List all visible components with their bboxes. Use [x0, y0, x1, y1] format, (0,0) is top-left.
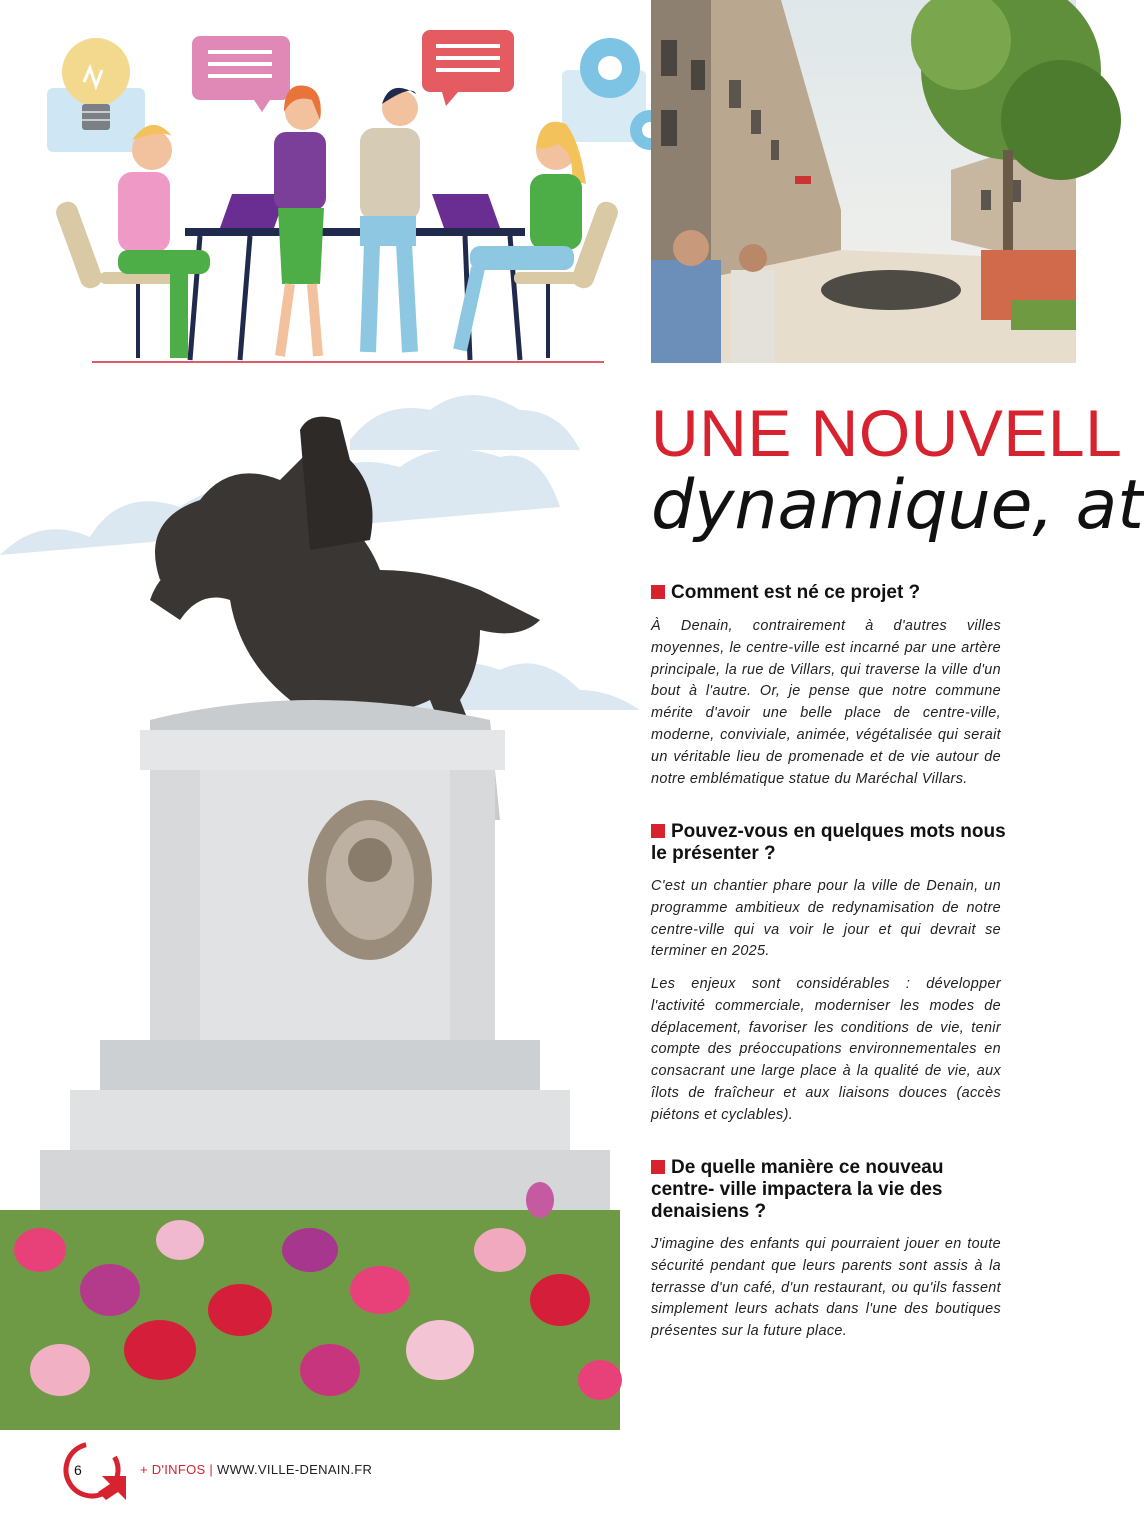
question-3-text: De quelle manière ce nouveau centre- ville impactera la vie des denaisiens ?: [651, 1157, 944, 1222]
footer-info: [140, 1462, 372, 1477]
teamwork-illustration: [0, 0, 640, 368]
street-photo: [651, 0, 1076, 363]
statue-photo: [0, 390, 640, 1430]
headline-line2: dynamique, at: [651, 466, 1144, 545]
footer-separator: |: [209, 1462, 214, 1477]
question-1: [651, 582, 1011, 604]
question-2-text: Pouvez-vous en quelques mots nous le présenter ?: [651, 821, 1006, 864]
headline-line1: UNE NOUVELL: [651, 396, 1123, 470]
answer-2-paragraph-2: Les enjeux sont considérables : développer l'activité commerciale, moderniser les modes de déplacement, favoriser les conditions de vie, tenir compte des préoccupations environnementales en consacrant une large place à la qualité de vie, aux îlots de fraîcheur et aux liaisons douces (accès piétons et cyclables).: [651, 976, 1001, 1123]
page-arrow-icon: [62, 1440, 132, 1502]
red-square-icon: [651, 1160, 665, 1174]
footer-url[interactable]: WWW.VILLE-DENAIN.FR: [217, 1462, 373, 1477]
page-number: 6: [74, 1462, 82, 1478]
answer-3-paragraph: J'imagine des enfants qui pourraient jouer en toute sécurité pendant que leurs parents sont assis à la terrasse d'un café, d'un restaurant, ou qu'ils fassent simplement leurs achats dans l'une des boutiques présentes sur la future place.: [651, 1236, 1001, 1340]
footer-label: + D'INFOS: [140, 1462, 206, 1477]
answer-1-paragraph: À Denain, contrairement à d'autres villes moyennes, le centre-ville est incarné par une artère principale, la rue de Villars, qui traverse la ville d'un bout à l'autre. Or, je pense que notre commune mérite d'avoir une belle place de centre-ville, moderne, conviviale, animée, végétalisée qui serait un véritable lieu de promenade et de vie autour de notre emblématique statue du Maréchal Villars.: [651, 618, 1001, 787]
question-1-text: Comment est né ce projet ?: [671, 582, 921, 603]
question-3: [651, 1157, 1011, 1223]
red-square-icon: [651, 585, 665, 599]
red-square-icon: [651, 824, 665, 838]
answer-2-paragraph-1: C'est un chantier phare pour la ville de Denain, un programme ambitieux de redynamisation de notre centre-ville qui va voir le jour et qui devrait se terminer en 2025.: [651, 878, 1001, 960]
question-2: [651, 821, 1011, 865]
